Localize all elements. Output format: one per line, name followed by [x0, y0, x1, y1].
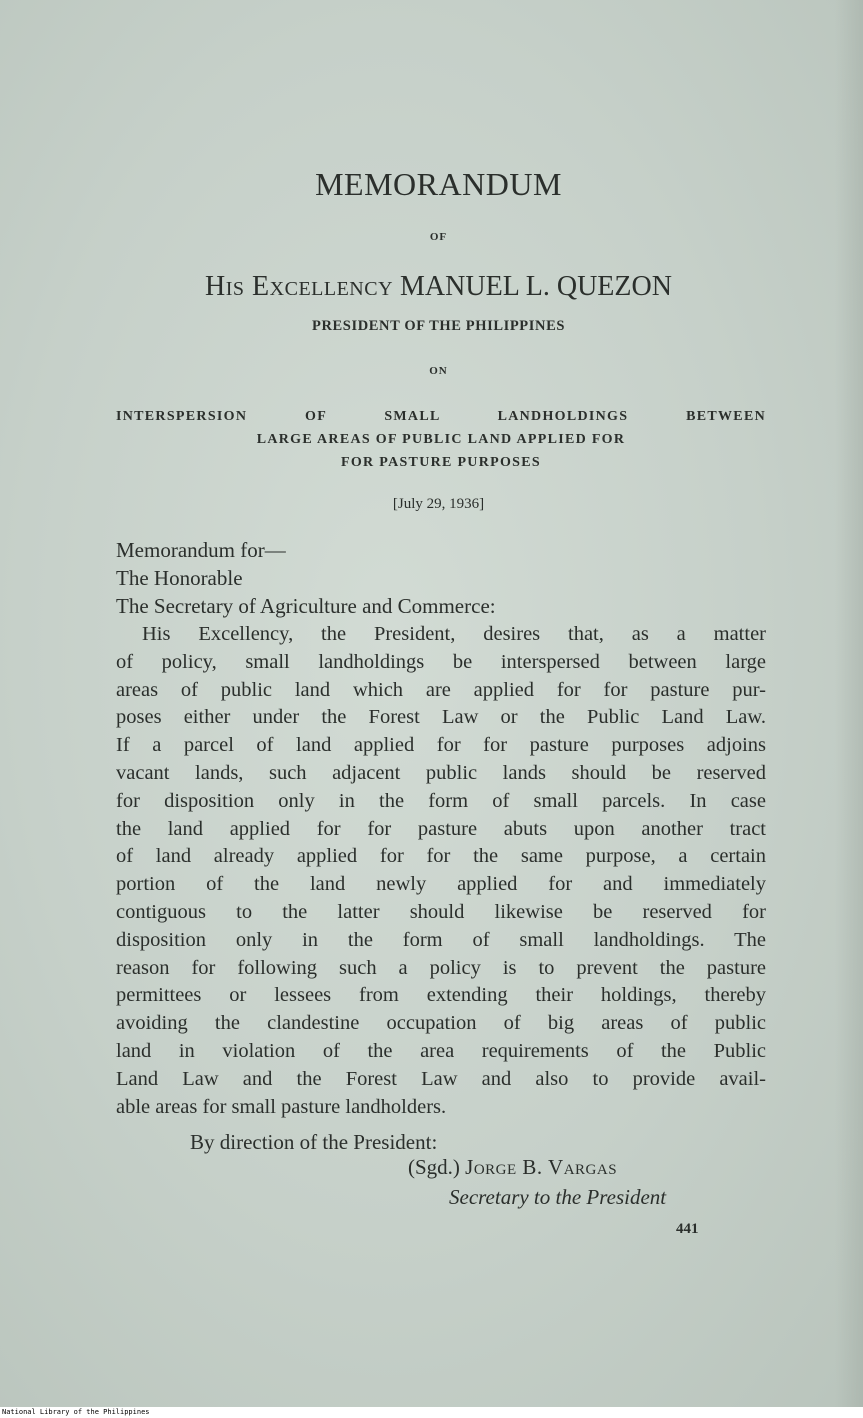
- body-line: of policy, small landholdings be interspersed between large: [116, 650, 766, 673]
- footer-bar: [0, 1407, 863, 1418]
- body-line: permittees or lessees from extending their holdings, thereby: [116, 984, 766, 1007]
- body-line: poses either under the Forest Law or the Public Land Law.: [116, 706, 766, 729]
- body-line: for disposition only in the form of small parcels. In case: [116, 789, 766, 812]
- closing-line: By direction of the President:: [190, 1130, 438, 1154]
- body-line: reason for following such a policy is to prevent the pasture: [116, 956, 766, 979]
- address-line: The Secretary of Agriculture and Commerce:: [116, 594, 496, 618]
- memorandum-body: [116, 621, 766, 1121]
- document-title: MEMORANDUM: [315, 166, 562, 202]
- body-line: land in violation of the area requirements of the Public: [116, 1039, 766, 1062]
- name-prefix: His Excellency: [205, 271, 394, 302]
- address-line: The Honorable: [116, 566, 243, 590]
- body-line: disposition only in the form of small landholdings. The: [116, 928, 766, 951]
- signatory-name: Jorge B. Vargas: [465, 1155, 618, 1179]
- body-line: areas of public land which are applied for for pasture pur-: [116, 678, 766, 701]
- president-subtitle: PRESIDENT OF THE PHILIPPINES: [311, 318, 566, 334]
- signatory-title: Secretary to the President: [449, 1185, 667, 1209]
- body-line: of land already applied for for the same purpose, a certain: [116, 845, 766, 868]
- footer-credit: National Library of the Philippines: [2, 1408, 150, 1416]
- body-line: portion of the land newly applied for and immediately: [116, 873, 766, 896]
- page-number: 441: [676, 1221, 699, 1237]
- body-line: If a parcel of land applied for for pasture purposes adjoins: [116, 734, 766, 757]
- topic-line: FOR PASTURE PURPOSES: [341, 455, 541, 470]
- on-label: ON: [429, 365, 448, 377]
- signed-prefix: (Sgd.): [408, 1155, 460, 1179]
- president-name-line: [0, 271, 863, 303]
- president-name: MANUEL L. QUEZON: [400, 271, 672, 302]
- body-line: able areas for small pasture landholders.: [116, 1095, 447, 1118]
- body-line: Land Law and the Forest Law and also to provide avail-: [116, 1067, 766, 1090]
- body-line: contiguous to the latter should likewise be reserved for: [116, 900, 766, 923]
- body-line: avoiding the clandestine occupation of big areas of public: [116, 1012, 766, 1035]
- body-line: vacant lands, such adjacent public lands should be reserved: [116, 761, 766, 784]
- of-label: OF: [429, 231, 448, 243]
- topic-line: INTERSPERSION OF SMALL LANDHOLDINGS BETWEEN: [116, 409, 766, 424]
- body-line: His Excellency, the President, desires that, as a matter: [142, 623, 766, 645]
- memorandum-topic: [116, 405, 766, 474]
- address-line: Memorandum for—: [116, 538, 286, 562]
- memorandum-date: [July 29, 1936]: [392, 496, 485, 512]
- address-block: [116, 536, 766, 620]
- signature-line: [408, 1155, 617, 1180]
- topic-line: LARGE AREAS OF PUBLIC LAND APPLIED FOR: [256, 432, 626, 447]
- body-line: the land applied for for pasture abuts upon another tract: [116, 817, 766, 840]
